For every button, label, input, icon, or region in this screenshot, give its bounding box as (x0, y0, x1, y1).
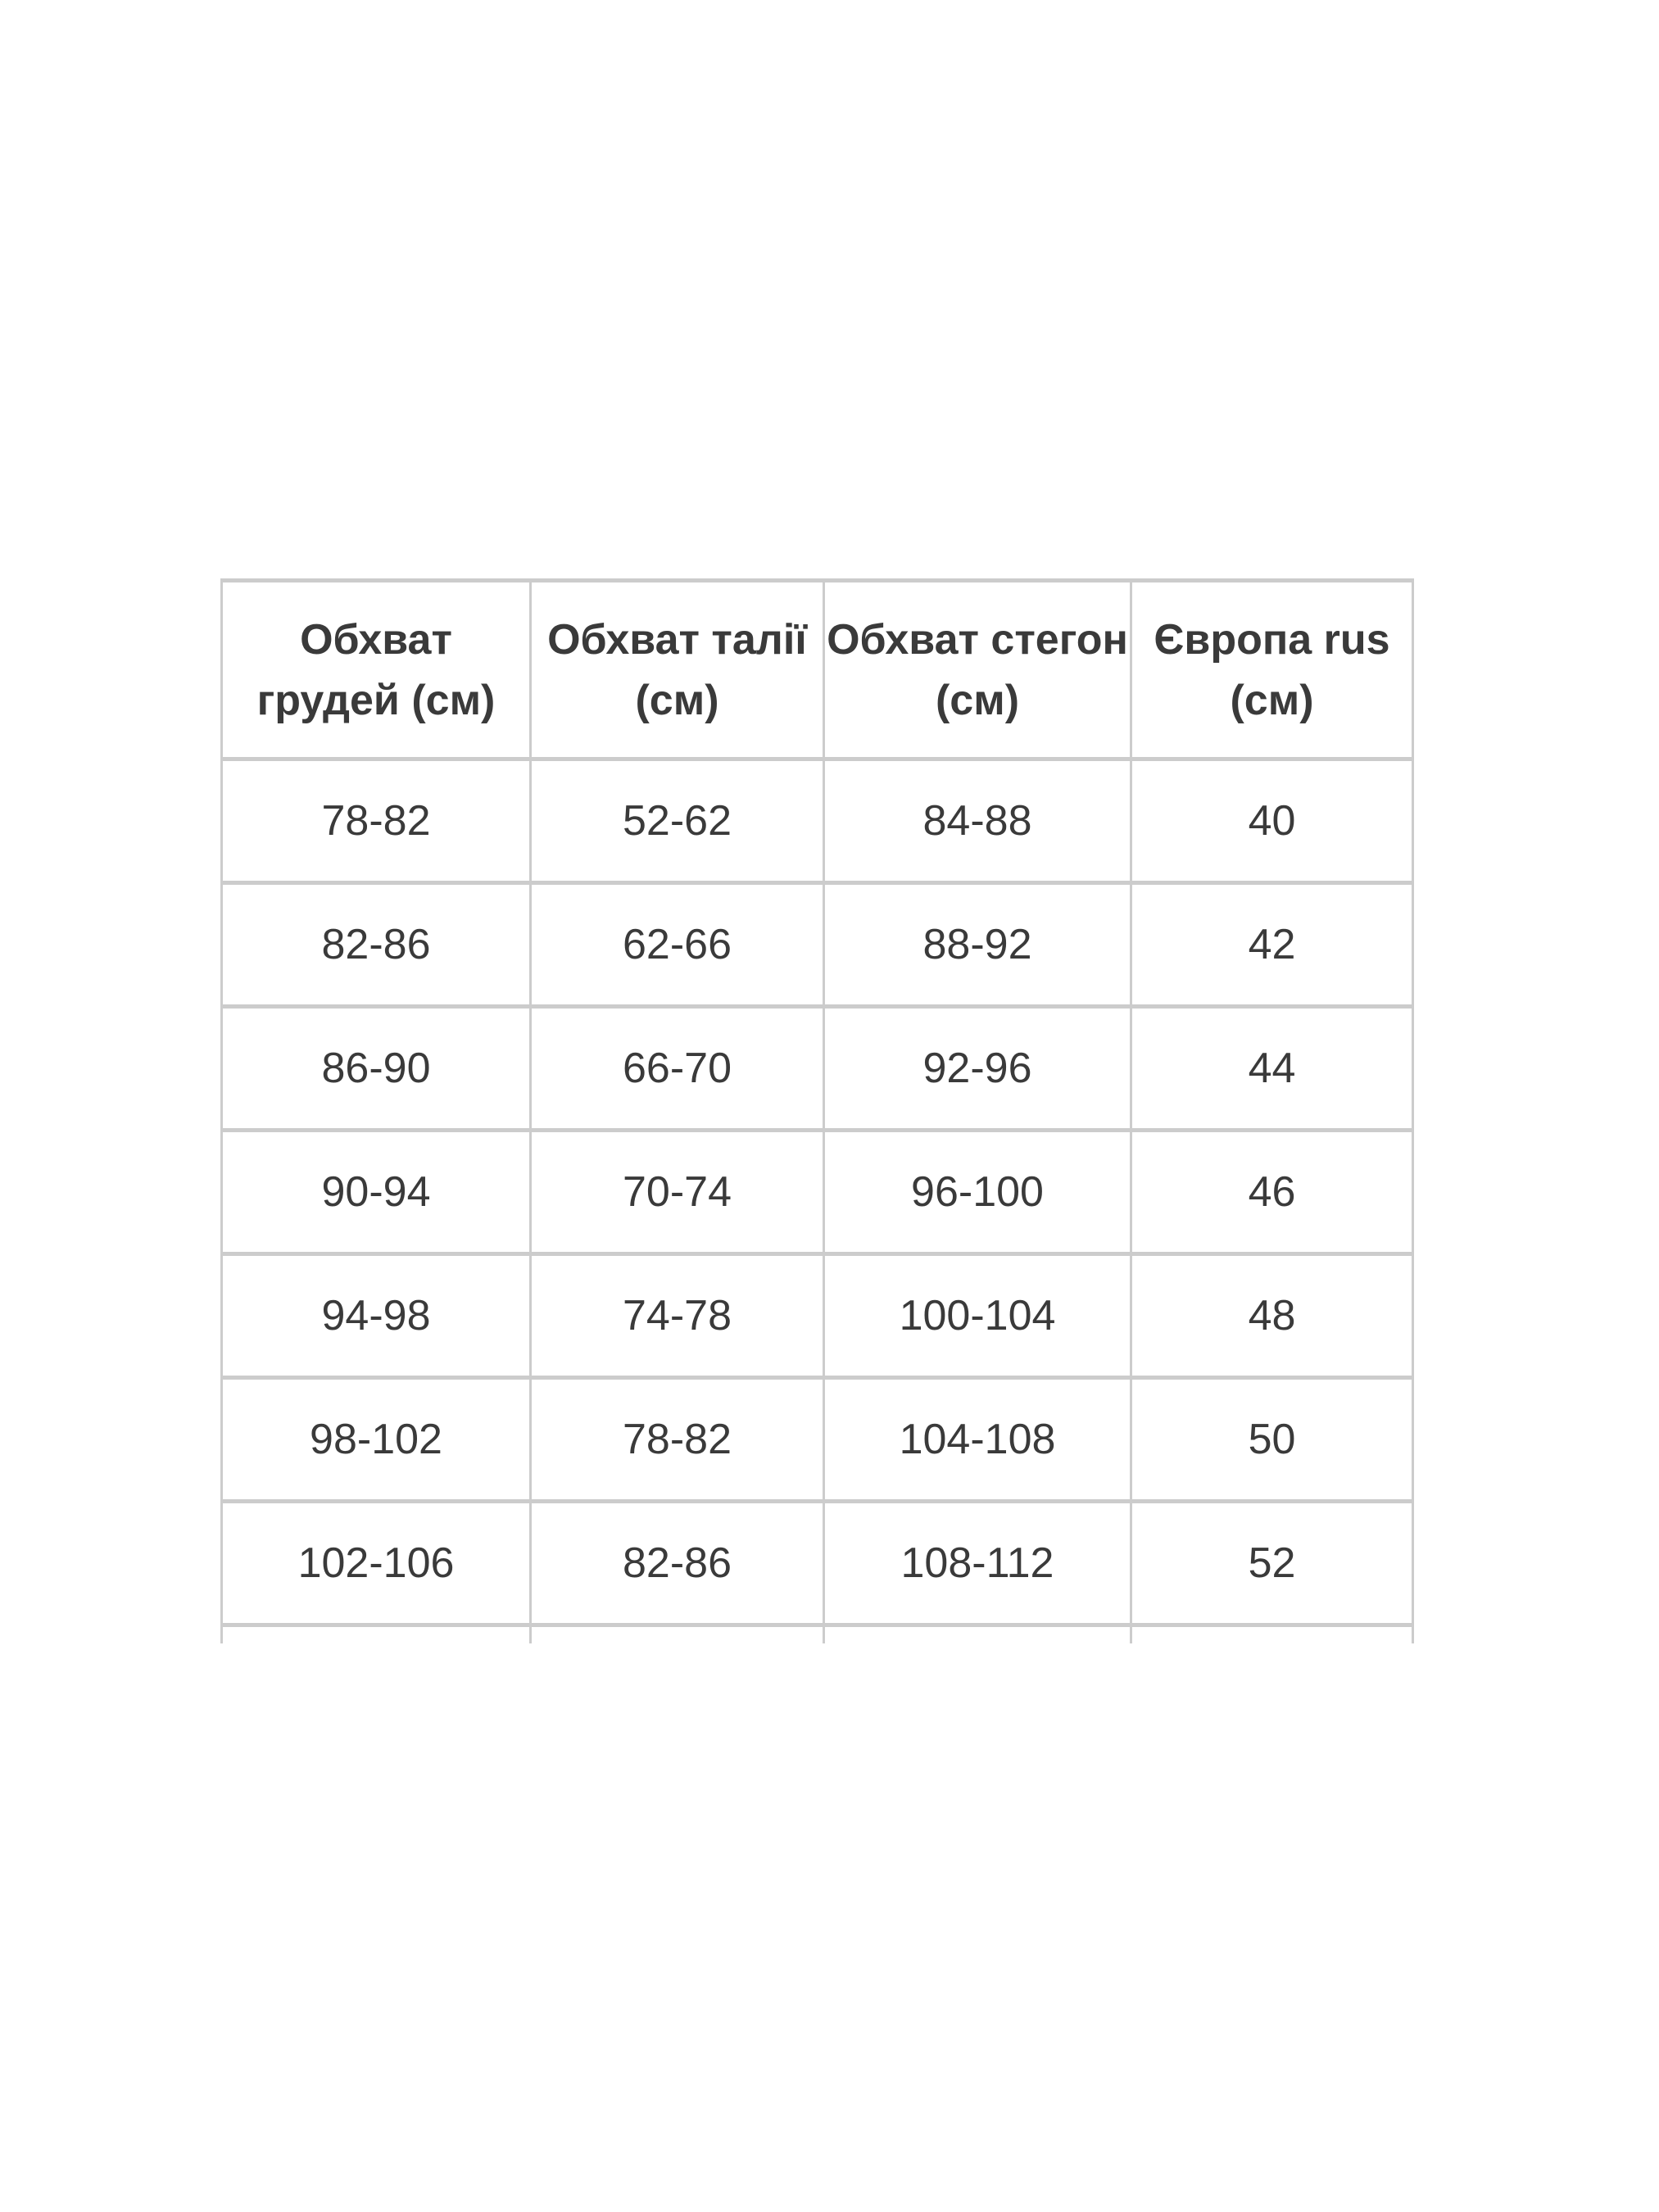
table-cell: 78-82 (222, 759, 531, 883)
table-row-partial (222, 1625, 1413, 1644)
table-cell: 86-90 (222, 1007, 531, 1131)
table-cell (1131, 1625, 1413, 1644)
table-cell: 74-78 (531, 1254, 824, 1378)
header-hips: Обхват стегон (см) (824, 581, 1131, 759)
table-cell: 108-112 (824, 1502, 1131, 1625)
table-row (222, 1254, 1413, 1378)
table-cell (531, 1625, 824, 1644)
table-row (222, 1007, 1413, 1131)
table-cell: 48 (1131, 1254, 1413, 1378)
table-row (222, 1502, 1413, 1625)
table-row (222, 1378, 1413, 1502)
table-row (222, 1131, 1413, 1254)
table-cell: 50 (1131, 1378, 1413, 1502)
table-cell (222, 1625, 531, 1644)
table-cell: 82-86 (531, 1502, 824, 1625)
table-cell: 90-94 (222, 1131, 531, 1254)
table-cell: 82-86 (222, 883, 531, 1007)
table-cell: 102-106 (222, 1502, 531, 1625)
table-cell: 84-88 (824, 759, 1131, 883)
table-row (222, 883, 1413, 1007)
header-europe: Європа rus (см) (1131, 581, 1413, 759)
table-cell: 40 (1131, 759, 1413, 883)
table-cell: 92-96 (824, 1007, 1131, 1131)
header-chest: Обхват грудей (см) (222, 581, 531, 759)
table-cell: 100-104 (824, 1254, 1131, 1378)
table-cell: 78-82 (531, 1378, 824, 1502)
table-cell: 52-62 (531, 759, 824, 883)
table-cell: 98-102 (222, 1378, 531, 1502)
table-cell: 44 (1131, 1007, 1413, 1131)
table-cell: 94-98 (222, 1254, 531, 1378)
table-cell: 62-66 (531, 883, 824, 1007)
table-cell: 52 (1131, 1502, 1413, 1625)
table-cell: 96-100 (824, 1131, 1131, 1254)
table-cell: 42 (1131, 883, 1413, 1007)
table-header-row (222, 581, 1413, 759)
table-cell: 104-108 (824, 1378, 1131, 1502)
table-cell: 46 (1131, 1131, 1413, 1254)
table-cell: 88-92 (824, 883, 1131, 1007)
table-cell: 70-74 (531, 1131, 824, 1254)
table-cell: 66-70 (531, 1007, 824, 1131)
size-table (220, 578, 1414, 1643)
header-waist: Обхват талії (см) (531, 581, 824, 759)
table-row (222, 759, 1413, 883)
size-table-container (220, 578, 1418, 1643)
table-cell (824, 1625, 1131, 1644)
